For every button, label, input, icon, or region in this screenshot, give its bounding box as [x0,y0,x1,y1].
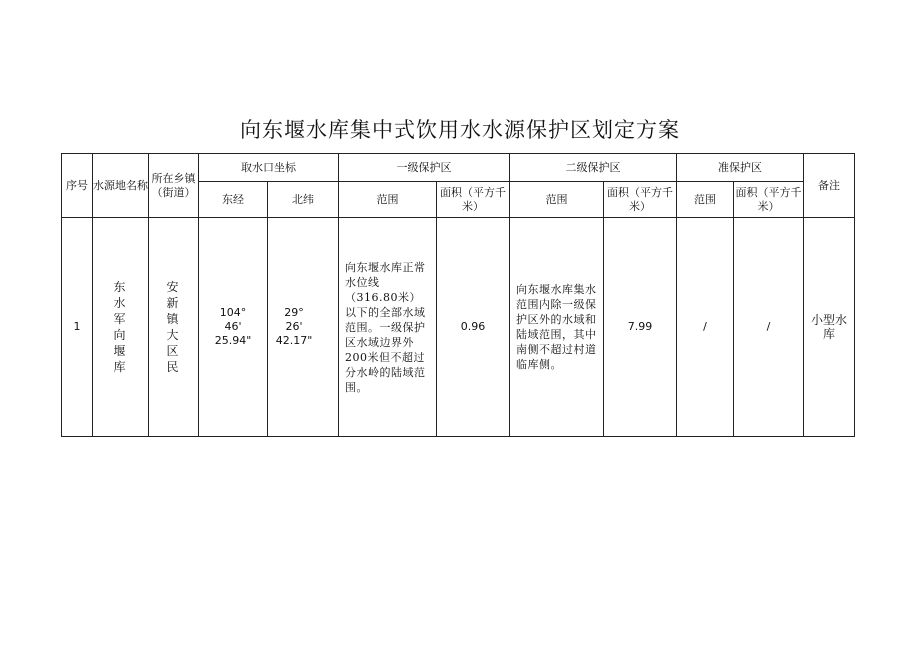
source-name-text: 东水军向堰库 [113,280,126,374]
east-lon-sec: 25.94" [214,334,252,347]
cell-quasi-range: / [677,218,734,437]
cell-source-name [93,218,149,437]
cell-level1-area: 0.96 [437,218,510,437]
header-level2: 二级保护区 [510,154,677,182]
header-remark: 备注 [804,154,855,218]
cell-level1-range [339,218,437,437]
table-row [62,218,855,437]
east-lon-min: 46' [224,320,242,333]
cell-level2-area: 7.99 [604,218,677,437]
level2-range-text: 向东堰水库集水范围内除一级保护区外的水域和陆域范围，其中南侧不超过村道临库侧。 [516,283,597,371]
cell-level2-range [510,218,604,437]
header-intake-coord: 取水口坐标 [199,154,339,182]
header-level1-area: 面积（平方千米） [437,182,510,218]
header-quasi-range: 范围 [677,182,734,218]
header-level1: 一级保护区 [339,154,510,182]
header-north-lat: 北纬 [268,182,339,218]
cell-town [149,218,199,437]
north-lat-min: 26' [285,320,303,333]
header-level2-range: 范围 [510,182,604,218]
cell-north-lat [268,218,339,437]
level1-range-text: 向东堰水库正常水位线（316.80米）以下的全部水域范围。一级保护区水域边界外200米但不超过分水岭的陆域范围。 [345,260,426,394]
header-level1-range: 范围 [339,182,437,218]
header-source-name: 水源地名称 [93,154,149,218]
cell-remark [804,218,855,437]
north-lat-deg: 29° [284,306,304,319]
town-text: 安新镇大区民 [166,280,179,374]
header-town: 所在乡镇（街道） [149,154,199,218]
east-lon-deg: 104° [219,306,247,319]
header-east-lon: 东经 [199,182,268,218]
cell-east-lon [199,218,268,437]
page-title: 向东堰水库集中式饮用水水源保护区划定方案 [240,118,680,142]
north-lat-sec: 42.17" [275,334,313,347]
remark-text: 小型水库 [810,313,847,341]
cell-quasi-area: / [734,218,804,437]
protection-zone-table [61,153,855,437]
cell-seq: 1 [62,218,93,437]
header-quasi: 准保护区 [677,154,804,182]
header-quasi-area: 面积（平方千米） [734,182,804,218]
header-level2-area: 面积（平方千米） [604,182,677,218]
header-seq: 序号 [62,154,93,218]
